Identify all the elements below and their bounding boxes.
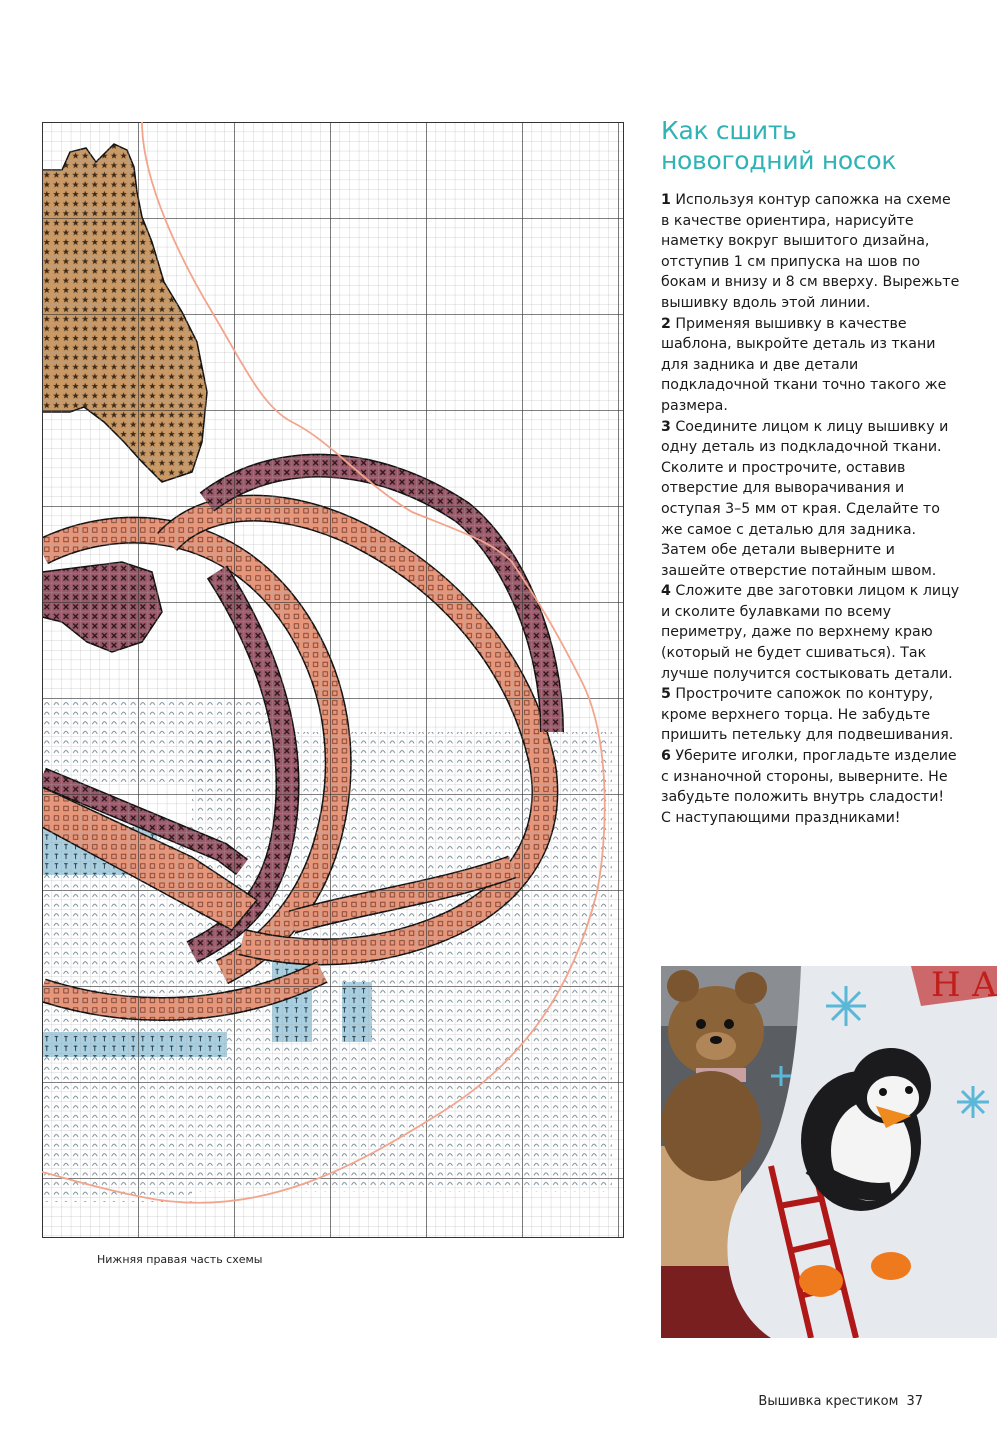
title-line-1: Как сшить bbox=[661, 116, 797, 145]
chart-caption: Нижняя правая часть схемы bbox=[97, 1253, 263, 1266]
step-text: Сложите две заготовки лицом к лицу и сколите булавками по всему периметру, даже по верхнему краю (который не будет сшиваться). Так лучше получится состыковать детали. bbox=[661, 583, 960, 682]
step-number: 2 bbox=[661, 315, 671, 332]
step-number: 6 bbox=[661, 748, 671, 765]
step-5 bbox=[661, 684, 961, 746]
step-text: Уберите иголки, прогладьте изделие с изнаночной стороны, выверните. Не забудьте положить внутрь сладости! bbox=[661, 748, 957, 806]
stocking-photo bbox=[661, 966, 997, 1338]
closing-line: С наступающими праздниками! bbox=[661, 809, 901, 826]
step-text: Соедините лицом к лицу вышивку и одну деталь из подкладочной ткани. Сколите и прострочите, оставив отверстие для выворачивания и оступая 3–5 мм от края. Сделайте то же самое с деталью для задника. Затем обе детали выверните и зашейте отверстие потайным швом. bbox=[661, 418, 949, 579]
sewing-instructions bbox=[661, 190, 961, 828]
step-2 bbox=[661, 314, 961, 417]
magazine-name: Вышивка крестиком bbox=[758, 1394, 899, 1409]
svg-text:Н А: Н А bbox=[931, 966, 997, 1005]
title-line-2: новогодний носок bbox=[661, 146, 897, 175]
step-text: Используя контур сапожка на схеме в качестве ориентира, нарисуйте наметку вокруг вышитого дизайна, отступив 1 см припуска на шов по бокам и внизу и 8 см вверху. Вырежьте вышивку вдоль этой линии. bbox=[661, 192, 960, 311]
page-number: 37 bbox=[906, 1394, 923, 1409]
step-number: 1 bbox=[661, 192, 671, 208]
section-title bbox=[661, 116, 896, 176]
step-number: 3 bbox=[661, 418, 671, 435]
step-4 bbox=[661, 581, 961, 684]
step-text: Применяя вышивку в качестве шаблона, выкройте деталь из ткани для задника и две детали подкладочной ткани точно такого же размера. bbox=[661, 315, 947, 414]
step-1 bbox=[661, 190, 961, 314]
step-text: Прострочите сапожок по контуру, кроме верхнего торца. Не забудьте пришить петельку для подвешивания. bbox=[661, 686, 954, 744]
step-3 bbox=[661, 417, 961, 582]
cross-stitch-chart bbox=[42, 122, 624, 1238]
page-footer bbox=[758, 1394, 923, 1409]
step-number: 4 bbox=[661, 583, 671, 600]
step-number: 5 bbox=[661, 686, 671, 703]
step-6 bbox=[661, 746, 961, 808]
